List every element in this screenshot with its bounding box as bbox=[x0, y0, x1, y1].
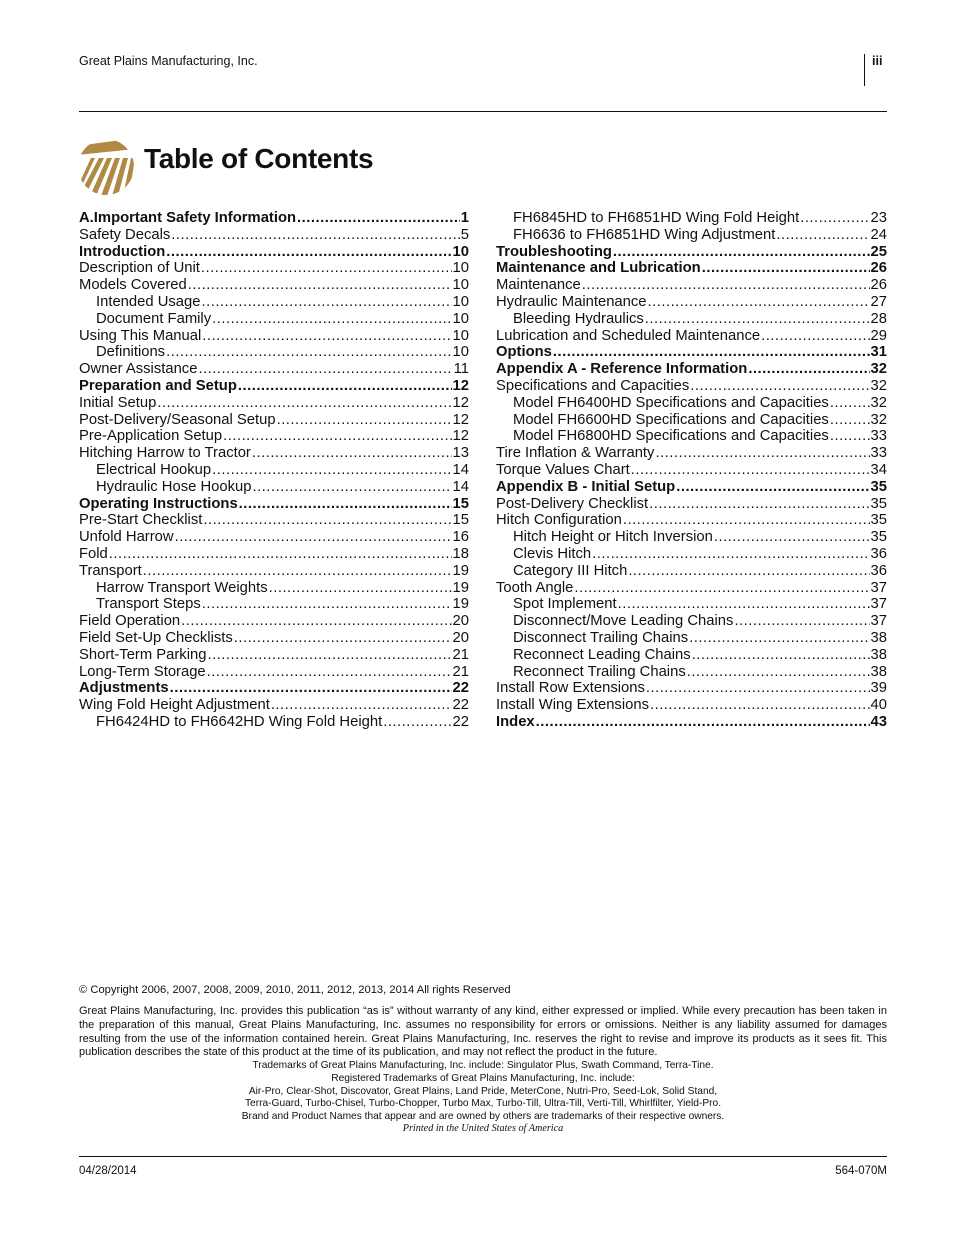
toc-entry[interactable] bbox=[496, 445, 887, 462]
toc-dot-leader bbox=[383, 714, 451, 731]
toc-entry-page: 12 bbox=[452, 394, 469, 411]
toc-entry-label: Field Operation bbox=[79, 613, 181, 630]
toc-entry-page: 34 bbox=[870, 461, 887, 478]
trademark-line: Registered Trademarks of Great Plains Manufacturing, Inc. include: bbox=[331, 1073, 635, 1084]
toc-entry[interactable] bbox=[79, 512, 469, 529]
toc-entry-label: FH6845HD to FH6851HD Wing Fold Height bbox=[513, 210, 800, 226]
toc-entry[interactable] bbox=[79, 328, 469, 345]
toc-entry-page: 19 bbox=[452, 579, 469, 596]
toc-entry-label: Hitch Configuration bbox=[496, 512, 622, 529]
toc-entry[interactable] bbox=[496, 244, 887, 261]
toc-entry-page: 22 bbox=[452, 697, 469, 714]
footer-rule bbox=[79, 1156, 887, 1157]
toc-entry-label: Transport bbox=[79, 562, 142, 579]
toc-entry-page: 13 bbox=[452, 445, 469, 462]
toc-entry-page: 32 bbox=[870, 394, 887, 411]
copyright-text: Copyright 2006, 2007, 2008, 2009, 2010, 2011, 2012, 2013, 2014 All rights Reserved bbox=[90, 984, 511, 996]
toc-dot-leader bbox=[212, 462, 451, 479]
toc-dot-leader bbox=[201, 260, 452, 277]
toc-dot-leader bbox=[181, 613, 451, 630]
copyright-line bbox=[79, 984, 511, 996]
toc-dot-leader bbox=[203, 512, 451, 529]
header-divider bbox=[864, 54, 865, 86]
toc-dot-leader bbox=[198, 361, 452, 378]
toc-entry-page: 32 bbox=[870, 377, 887, 394]
toc-entry-label: Transport Steps bbox=[96, 596, 201, 613]
footer-part-number: 564-070M bbox=[835, 1165, 887, 1177]
toc-entry-page: 37 bbox=[870, 613, 887, 630]
toc-entry[interactable] bbox=[79, 445, 469, 462]
toc-entry[interactable] bbox=[496, 294, 887, 311]
toc-dot-leader bbox=[238, 378, 452, 395]
toc-entry-page: 21 bbox=[452, 646, 469, 663]
toc-entry-page: 16 bbox=[452, 529, 469, 546]
toc-entry-page: 10 bbox=[452, 260, 469, 277]
toc-dot-leader bbox=[170, 680, 452, 697]
toc-entry[interactable] bbox=[496, 512, 887, 529]
toc-entry-label: Introduction bbox=[79, 243, 166, 260]
toc-entry-label: Appendix B - Initial Setup bbox=[496, 478, 676, 495]
toc-entry[interactable] bbox=[79, 529, 469, 546]
toc-dot-leader bbox=[201, 294, 451, 311]
toc-entry-label: Harrow Transport Weights bbox=[96, 579, 268, 596]
toc-dot-leader bbox=[536, 714, 870, 731]
toc-entry[interactable] bbox=[79, 580, 469, 597]
toc-entry-label: Specifications and Capacities bbox=[496, 377, 690, 394]
toc-entry-label: Intended Usage bbox=[96, 293, 201, 310]
toc-entry-label: Install Wing Extensions bbox=[496, 697, 649, 714]
printed-in-usa: Printed in the United States of America bbox=[402, 1123, 564, 1134]
toc-dot-leader bbox=[582, 277, 870, 294]
toc-entry-label: Install Row Extensions bbox=[496, 680, 645, 697]
toc-entry-page: 36 bbox=[870, 545, 887, 562]
toc-entry-page: 11 bbox=[453, 361, 469, 378]
toc-entry-page: 24 bbox=[870, 226, 887, 243]
toc-entry-label: Reconnect Trailing Chains bbox=[513, 663, 686, 680]
toc-entry-label: Index bbox=[496, 713, 535, 730]
toc-entry-page: 35 bbox=[870, 512, 887, 529]
toc-dot-leader bbox=[748, 361, 869, 378]
toc-entry[interactable] bbox=[496, 344, 887, 361]
toc-dot-leader bbox=[645, 311, 870, 328]
toc-dot-leader bbox=[207, 647, 451, 664]
toc-entry-label: A.Important Safety Information bbox=[79, 210, 297, 226]
disclaimer: Great Plains Manufacturing, Inc. provides this publication “as is” without warranty of any kind, either expressed or implied. While every precaution has been taken in the preparation of this manual, Great Plains Manufacturing, Inc. assumes no responsibility for errors or omissions. Neither is any liability assumed for damages resulting from the use of the information contained herein. Great Plains Manufacturing, Inc. reserves the right to revise and improve its products as it sees fit. This publication describes the state of this product at the time of its publication, and may not reflect the product in the future. bbox=[79, 1005, 887, 1059]
toc-dot-leader bbox=[776, 227, 869, 244]
toc-entry-page: 19 bbox=[452, 562, 469, 579]
toc-entry[interactable] bbox=[79, 496, 469, 513]
toc-entry-label: Short-Term Parking bbox=[79, 646, 207, 663]
toc-dot-leader bbox=[830, 412, 870, 429]
toc-dot-leader bbox=[800, 210, 869, 227]
toc-entry-label: Definitions bbox=[96, 344, 166, 361]
toc-dot-leader bbox=[592, 546, 869, 563]
toc-entry-page: 29 bbox=[870, 327, 887, 344]
toc-entry[interactable] bbox=[79, 546, 469, 563]
toc-entry-page: 32 bbox=[870, 411, 887, 428]
toc-entry-label: Tire Inflation & Warranty bbox=[496, 445, 655, 462]
toc-entry-label: Pre-Application Setup bbox=[79, 428, 223, 445]
toc-entry[interactable] bbox=[79, 210, 469, 227]
toc-entry-page: 27 bbox=[870, 293, 887, 310]
toc-entry[interactable] bbox=[496, 529, 887, 546]
toc-entry-label: Hydraulic Hose Hookup bbox=[96, 478, 252, 495]
toc-entry-page: 33 bbox=[870, 445, 887, 462]
toc-entry[interactable] bbox=[496, 210, 887, 227]
toc-entry[interactable] bbox=[496, 664, 887, 681]
toc-dot-leader bbox=[734, 613, 869, 630]
toc-entry[interactable] bbox=[79, 378, 469, 395]
toc-dot-leader bbox=[171, 227, 459, 244]
toc-entry[interactable] bbox=[79, 596, 469, 613]
toc-entry[interactable] bbox=[496, 412, 887, 429]
toc-entry[interactable] bbox=[496, 462, 887, 479]
toc-entry-label: Unfold Harrow bbox=[79, 529, 174, 546]
trademark-line: Trademarks of Great Plains Manufacturing, Inc. include: Singulator Plus, Swath Command, Terra-Tine. bbox=[252, 1060, 714, 1071]
toc-entry-page: 10 bbox=[452, 293, 469, 310]
toc-entry[interactable] bbox=[496, 580, 887, 597]
toc-entry[interactable] bbox=[79, 344, 469, 361]
toc-entry-label: Reconnect Leading Chains bbox=[513, 646, 691, 663]
toc-entry-label: Clevis Hitch bbox=[513, 545, 592, 562]
toc-entry[interactable] bbox=[79, 613, 469, 630]
toc-dot-leader bbox=[188, 277, 452, 294]
toc-dot-leader bbox=[830, 395, 870, 412]
toc-dot-leader bbox=[631, 462, 870, 479]
toc-entry[interactable] bbox=[496, 378, 887, 395]
toc-entry-label: Maintenance bbox=[496, 277, 581, 294]
toc-entry-page: 32 bbox=[870, 361, 887, 378]
toc-entry[interactable] bbox=[496, 479, 887, 496]
toc-entry-label: Torque Values Chart bbox=[496, 461, 630, 478]
toc-entry-page: 23 bbox=[870, 210, 887, 226]
toc-entry-label: Tooth Angle bbox=[496, 579, 574, 596]
toc-entry[interactable] bbox=[79, 479, 469, 496]
toc-entry-label: Safety Decals bbox=[79, 226, 171, 243]
toc-entry-label: Hydraulic Maintenance bbox=[496, 293, 647, 310]
toc-entry-label: Document Family bbox=[96, 310, 212, 327]
toc-entry-label: Field Set-Up Checklists bbox=[79, 629, 233, 646]
toc-entry-page: 1 bbox=[460, 210, 469, 226]
toc-entry-page: 43 bbox=[870, 713, 887, 730]
toc-dot-leader bbox=[239, 496, 452, 513]
toc-dot-leader bbox=[207, 664, 452, 681]
trademark-line: Brand and Product Names that appear and are owned by others are trademarks of their respective owners. bbox=[241, 1111, 725, 1122]
toc-entry[interactable] bbox=[496, 596, 887, 613]
toc-entry-page: 21 bbox=[452, 663, 469, 680]
toc-dot-leader bbox=[687, 664, 870, 681]
toc-entry-page: 5 bbox=[460, 226, 469, 243]
toc-entry[interactable] bbox=[496, 647, 887, 664]
toc-entry-page: 38 bbox=[870, 646, 887, 663]
toc-entry-label: FH6424HD to FH6642HD Wing Fold Height bbox=[96, 713, 383, 730]
toc-entry-label: Preparation and Setup bbox=[79, 377, 237, 394]
toc-dot-leader bbox=[157, 395, 451, 412]
header-rule bbox=[79, 111, 887, 112]
toc-dot-leader bbox=[623, 512, 870, 529]
toc-entry-label: Hitching Harrow to Tractor bbox=[79, 445, 251, 462]
toc-entry[interactable] bbox=[496, 361, 887, 378]
toc-entry-page: 22 bbox=[452, 680, 469, 697]
toc-entry-label: Disconnect/Move Leading Chains bbox=[513, 613, 734, 630]
toc-entry-label: Pre-Start Checklist bbox=[79, 512, 203, 529]
toc-entry-page: 20 bbox=[452, 613, 469, 630]
toc-entry-label: Hitch Height or Hitch Inversion bbox=[513, 529, 713, 546]
toc-dot-leader bbox=[212, 311, 451, 328]
toc-entry-page: 22 bbox=[452, 713, 469, 730]
toc-entry-page: 12 bbox=[452, 428, 469, 445]
toc-entry-page: 37 bbox=[870, 596, 887, 613]
toc-entry-label: Operating Instructions bbox=[79, 495, 238, 512]
toc-entry-page: 33 bbox=[870, 428, 887, 445]
toc-entry[interactable] bbox=[79, 664, 469, 681]
toc-entry-page: 38 bbox=[870, 663, 887, 680]
toc-entry[interactable] bbox=[79, 697, 469, 714]
toc-entry[interactable] bbox=[79, 311, 469, 328]
toc-entry-page: 31 bbox=[870, 344, 887, 361]
toc-entry-label: Troubleshooting bbox=[496, 243, 612, 260]
footer-date: 04/28/2014 bbox=[79, 1165, 137, 1177]
toc-entry[interactable] bbox=[496, 496, 887, 513]
copyright-symbol: © bbox=[79, 984, 88, 996]
toc-entry[interactable] bbox=[79, 714, 469, 731]
trademark-line: Terra-Guard, Turbo-Chisel, Turbo-Chopper, Turbo Max, Turbo-Till, Ultra-Till, Verti-Till, Whirlfilter, Yield-Pro. bbox=[244, 1098, 722, 1109]
toc-entry-page: 35 bbox=[870, 478, 887, 495]
toc-entry-page: 40 bbox=[870, 697, 887, 714]
toc-entry-page: 10 bbox=[452, 344, 469, 361]
toc-dot-leader bbox=[714, 529, 870, 546]
toc-dot-leader bbox=[166, 244, 451, 261]
toc-left-column bbox=[79, 210, 469, 731]
toc-entry-page: 15 bbox=[452, 512, 469, 529]
toc-dot-leader bbox=[252, 445, 452, 462]
toc-dot-leader bbox=[628, 563, 869, 580]
toc-dot-leader bbox=[650, 697, 870, 714]
toc-dot-leader bbox=[175, 529, 452, 546]
toc-entry-label: Post-Delivery Checklist bbox=[496, 495, 649, 512]
toc-entry-label: Post-Delivery/Seasonal Setup bbox=[79, 411, 276, 428]
company-name: Great Plains Manufacturing, Inc. bbox=[79, 54, 258, 68]
toc-entry[interactable] bbox=[496, 328, 887, 345]
toc-entry[interactable] bbox=[79, 260, 469, 277]
toc-dot-leader bbox=[690, 378, 869, 395]
page-title: Table of Contents bbox=[144, 143, 374, 174]
toc-entry-page: 14 bbox=[452, 478, 469, 495]
toc-entry-page: 35 bbox=[870, 529, 887, 546]
toc-entry-page: 28 bbox=[870, 310, 887, 327]
toc-dot-leader bbox=[269, 580, 452, 597]
toc-entry[interactable] bbox=[496, 630, 887, 647]
toc-dot-leader bbox=[277, 412, 452, 429]
toc-entry[interactable] bbox=[79, 277, 469, 294]
toc-entry-page: 26 bbox=[870, 260, 887, 277]
toc-entry[interactable] bbox=[496, 697, 887, 714]
toc-entry-label: Initial Setup bbox=[79, 394, 157, 411]
toc-entry-label: Using This Manual bbox=[79, 327, 202, 344]
toc-entry-label: Long-Term Storage bbox=[79, 663, 206, 680]
toc-entry-label: Models Covered bbox=[79, 277, 187, 294]
toc-dot-leader bbox=[613, 244, 870, 261]
toc-entry-label: Model FH6800HD Specifications and Capacities bbox=[513, 428, 829, 445]
great-plains-logo-icon bbox=[77, 138, 135, 196]
toc-entry-label: Spot Implement bbox=[513, 596, 617, 613]
toc-entry-page: 15 bbox=[452, 495, 469, 512]
toc-entry-page: 35 bbox=[870, 495, 887, 512]
toc-dot-leader bbox=[618, 596, 870, 613]
toc-entry-page: 39 bbox=[870, 680, 887, 697]
toc-dot-leader bbox=[223, 428, 451, 445]
toc-entry-label: Options bbox=[496, 344, 552, 361]
toc-entry-page: 36 bbox=[870, 562, 887, 579]
toc-entry[interactable] bbox=[79, 412, 469, 429]
toc-entry-label: Fold bbox=[79, 545, 108, 562]
toc-dot-leader bbox=[166, 344, 451, 361]
toc-dot-leader bbox=[297, 210, 460, 227]
toc-entry[interactable] bbox=[79, 244, 469, 261]
toc-entry[interactable] bbox=[79, 294, 469, 311]
toc-dot-leader bbox=[202, 328, 451, 345]
toc-entry-page: 26 bbox=[870, 277, 887, 294]
toc-entry[interactable] bbox=[496, 563, 887, 580]
toc-entry[interactable] bbox=[496, 613, 887, 630]
toc-right-column bbox=[496, 210, 887, 731]
toc-dot-leader bbox=[830, 428, 870, 445]
toc-entry-page: 14 bbox=[452, 461, 469, 478]
toc-entry-label: Wing Fold Height Adjustment bbox=[79, 697, 270, 714]
toc-entry-label: Model FH6400HD Specifications and Capacities bbox=[513, 394, 829, 411]
toc-entry-page: 12 bbox=[452, 377, 469, 394]
toc-dot-leader bbox=[655, 445, 869, 462]
toc-entry[interactable] bbox=[79, 361, 469, 378]
toc-dot-leader bbox=[702, 260, 870, 277]
toc-entry-label: FH6636 to FH6851HD Wing Adjustment bbox=[513, 226, 776, 243]
toc-dot-leader bbox=[271, 697, 452, 714]
toc-entry[interactable] bbox=[496, 428, 887, 445]
toc-dot-leader bbox=[202, 596, 452, 613]
toc-entry-page: 10 bbox=[452, 277, 469, 294]
toc-entry[interactable] bbox=[496, 395, 887, 412]
toc-entry-label: Model FH6600HD Specifications and Capacities bbox=[513, 411, 829, 428]
toc-entry[interactable] bbox=[496, 546, 887, 563]
toc-entry-label: Lubrication and Scheduled Maintenance bbox=[496, 327, 761, 344]
toc-entry-label: Maintenance and Lubrication bbox=[496, 260, 701, 277]
toc-entry[interactable] bbox=[79, 227, 469, 244]
toc-dot-leader bbox=[574, 580, 869, 597]
toc-entry-label: Adjustments bbox=[79, 680, 169, 697]
toc-dot-leader bbox=[109, 546, 452, 563]
toc-entry-label: Disconnect Trailing Chains bbox=[513, 629, 689, 646]
toc-dot-leader bbox=[143, 563, 452, 580]
toc-dot-leader bbox=[648, 294, 870, 311]
toc-entry-page: 20 bbox=[452, 629, 469, 646]
toc-entry-label: Category III Hitch bbox=[513, 562, 628, 579]
toc-entry[interactable] bbox=[496, 227, 887, 244]
toc-dot-leader bbox=[234, 630, 452, 647]
toc-entry-page: 19 bbox=[452, 596, 469, 613]
toc-entry-page: 37 bbox=[870, 579, 887, 596]
toc-entry[interactable] bbox=[79, 647, 469, 664]
toc-entry-page: 18 bbox=[452, 545, 469, 562]
toc-entry[interactable] bbox=[496, 311, 887, 328]
toc-entry-label: Owner Assistance bbox=[79, 361, 198, 378]
toc-entry[interactable] bbox=[496, 277, 887, 294]
toc-dot-leader bbox=[689, 630, 869, 647]
toc-dot-leader bbox=[553, 344, 870, 361]
toc-entry[interactable] bbox=[496, 680, 887, 697]
toc-entry-page: 38 bbox=[870, 629, 887, 646]
toc-entry[interactable] bbox=[79, 428, 469, 445]
toc-entry-label: Electrical Hookup bbox=[96, 461, 212, 478]
toc-entry[interactable] bbox=[79, 680, 469, 697]
toc-entry-page: 12 bbox=[452, 411, 469, 428]
toc-dot-leader bbox=[761, 328, 869, 345]
toc-entry-label: Appendix A - Reference Information bbox=[496, 361, 748, 378]
toc-dot-leader bbox=[649, 496, 869, 513]
toc-entry-page: 10 bbox=[452, 243, 469, 260]
toc-entry[interactable] bbox=[79, 462, 469, 479]
toc-entry[interactable] bbox=[496, 714, 887, 731]
toc-entry-page: 25 bbox=[870, 243, 887, 260]
toc-entry[interactable] bbox=[79, 395, 469, 412]
toc-entry-label: Description of Unit bbox=[79, 260, 200, 277]
toc-entry-page: 10 bbox=[452, 310, 469, 327]
trademark-line: Air-Pro, Clear-Shot, Discovator, Great Plains, Land Pride, MeterCone, Nutri-Pro, Seed-Lok, Solid Stand, bbox=[248, 1086, 718, 1097]
toc-dot-leader bbox=[676, 479, 869, 496]
toc-entry[interactable] bbox=[79, 630, 469, 647]
page-number: iii bbox=[872, 54, 883, 68]
toc-entry-page: 10 bbox=[452, 327, 469, 344]
toc-entry[interactable] bbox=[496, 260, 887, 277]
toc-dot-leader bbox=[252, 479, 451, 496]
toc-dot-leader bbox=[692, 647, 870, 664]
toc-entry-label: Bleeding Hydraulics bbox=[513, 310, 644, 327]
toc-dot-leader bbox=[646, 680, 870, 697]
toc-entry[interactable] bbox=[79, 563, 469, 580]
